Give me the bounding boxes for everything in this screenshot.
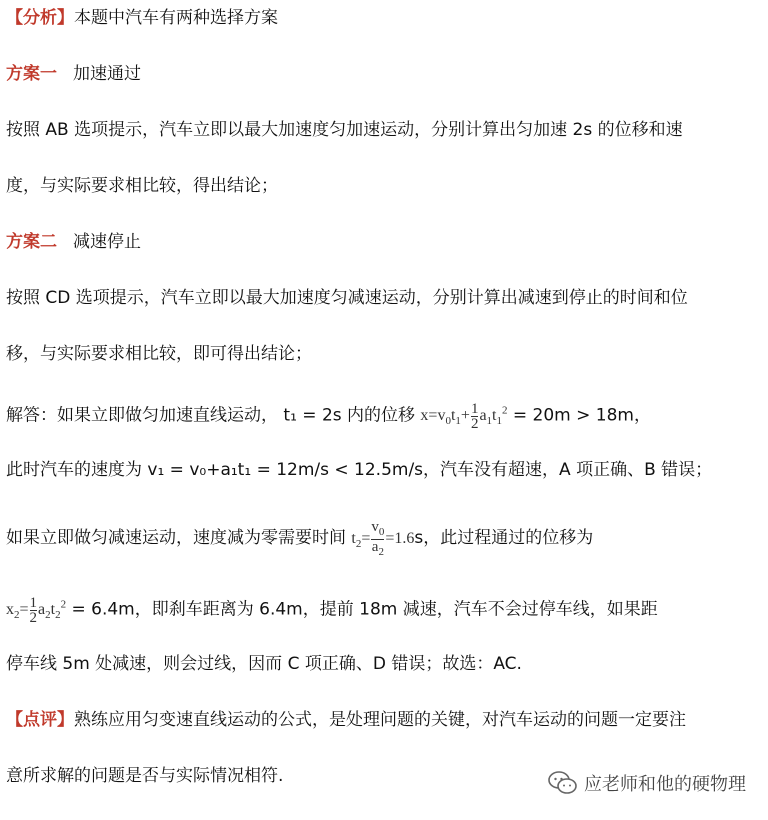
- solution-line3-b: s，此过程通过的位移为: [414, 528, 594, 549]
- formula1-result: = 20m > 18m，: [512, 405, 651, 426]
- comment-line1: [6, 708, 686, 732]
- analysis-text: 本题中汽车有两种选择方案: [74, 8, 278, 28]
- wechat-icon: [548, 770, 578, 796]
- analysis-line: [6, 6, 278, 30]
- x2-formula: $x_2=$ $\frac{1}{2}$ $a_2t_2^2$: [6, 595, 67, 627]
- plan1-line1: 按照 AB 选项提示，汽车立即以最大加速度匀加速运动，分别计算出匀加速 2s 的位移和速: [6, 120, 683, 140]
- solution-prefix: 解答：如果立即做匀加速直线运动，: [6, 405, 278, 426]
- x2-half-fraction: $\frac{1}{2}$: [29, 595, 38, 627]
- watermark-text: 应老师和他的硬物理: [584, 774, 746, 795]
- t2-fraction: $\frac{v_0}{a_2}$: [371, 519, 385, 558]
- solution-line4-a: = 6.4m，即刹车距离为 6.4m，提前 18m 减速，汽车不会过停车线，如果距: [71, 599, 658, 620]
- t1-phrase: t₁ = 2s 内的位移: [283, 405, 416, 426]
- plan2-line1: 按照 CD 选项提示，汽车立即以最大加速度匀减速运动，分别计算出减速到停止的时间和位: [6, 288, 688, 308]
- displacement-formula: $x=v_0t_1+$ $\frac{1}{2}$ $a_1t_1^2$: [420, 401, 508, 433]
- solution-line5: 停车线 5m 处减速，则会过线，因而 C 项正确、D 错误；故选：AC.: [6, 654, 522, 674]
- solution-line2: 此时汽车的速度为 v₁ = v₀+a₁t₁ = 12m/s < 12.5m/s，汽车没有超速，A 项正确、B 错误；: [6, 460, 713, 480]
- t2-value: 1.6: [394, 530, 415, 548]
- plan2-line2: 移，与实际要求相比较，即可得出结论；: [6, 344, 312, 364]
- t2-formula: $t_2=$ $\frac{v_0}{a_2}$ =1.6: [351, 519, 415, 558]
- plan1-line2: 度，与实际要求相比较，得出结论；: [6, 176, 278, 196]
- half-fraction: $\frac{1}{2}$: [470, 401, 479, 433]
- watermark: [548, 770, 746, 796]
- plan1-name: 加速通过: [73, 64, 141, 84]
- comment-tag: 【点评】: [6, 710, 74, 730]
- comment-text-1: 熟练应用匀变速直线运动的公式，是处理问题的关键，对汽车运动的问题一定要注: [74, 710, 686, 730]
- plan1-heading: [6, 62, 141, 86]
- solution-line3: [6, 520, 593, 559]
- plan2-title: 方案二: [6, 232, 57, 252]
- solution-line4: [6, 590, 658, 631]
- plan2-name: 减速停止: [73, 232, 141, 252]
- solution-line1: [6, 396, 651, 437]
- plan2-heading: [6, 230, 141, 254]
- analysis-tag: 【分析】: [6, 8, 74, 28]
- comment-line2: 意所求解的问题是否与实际情况相符.: [6, 766, 284, 786]
- plan1-title: 方案一: [6, 64, 57, 84]
- solution-line3-a: 如果立即做匀减速运动，速度减为零需要时间: [6, 528, 346, 549]
